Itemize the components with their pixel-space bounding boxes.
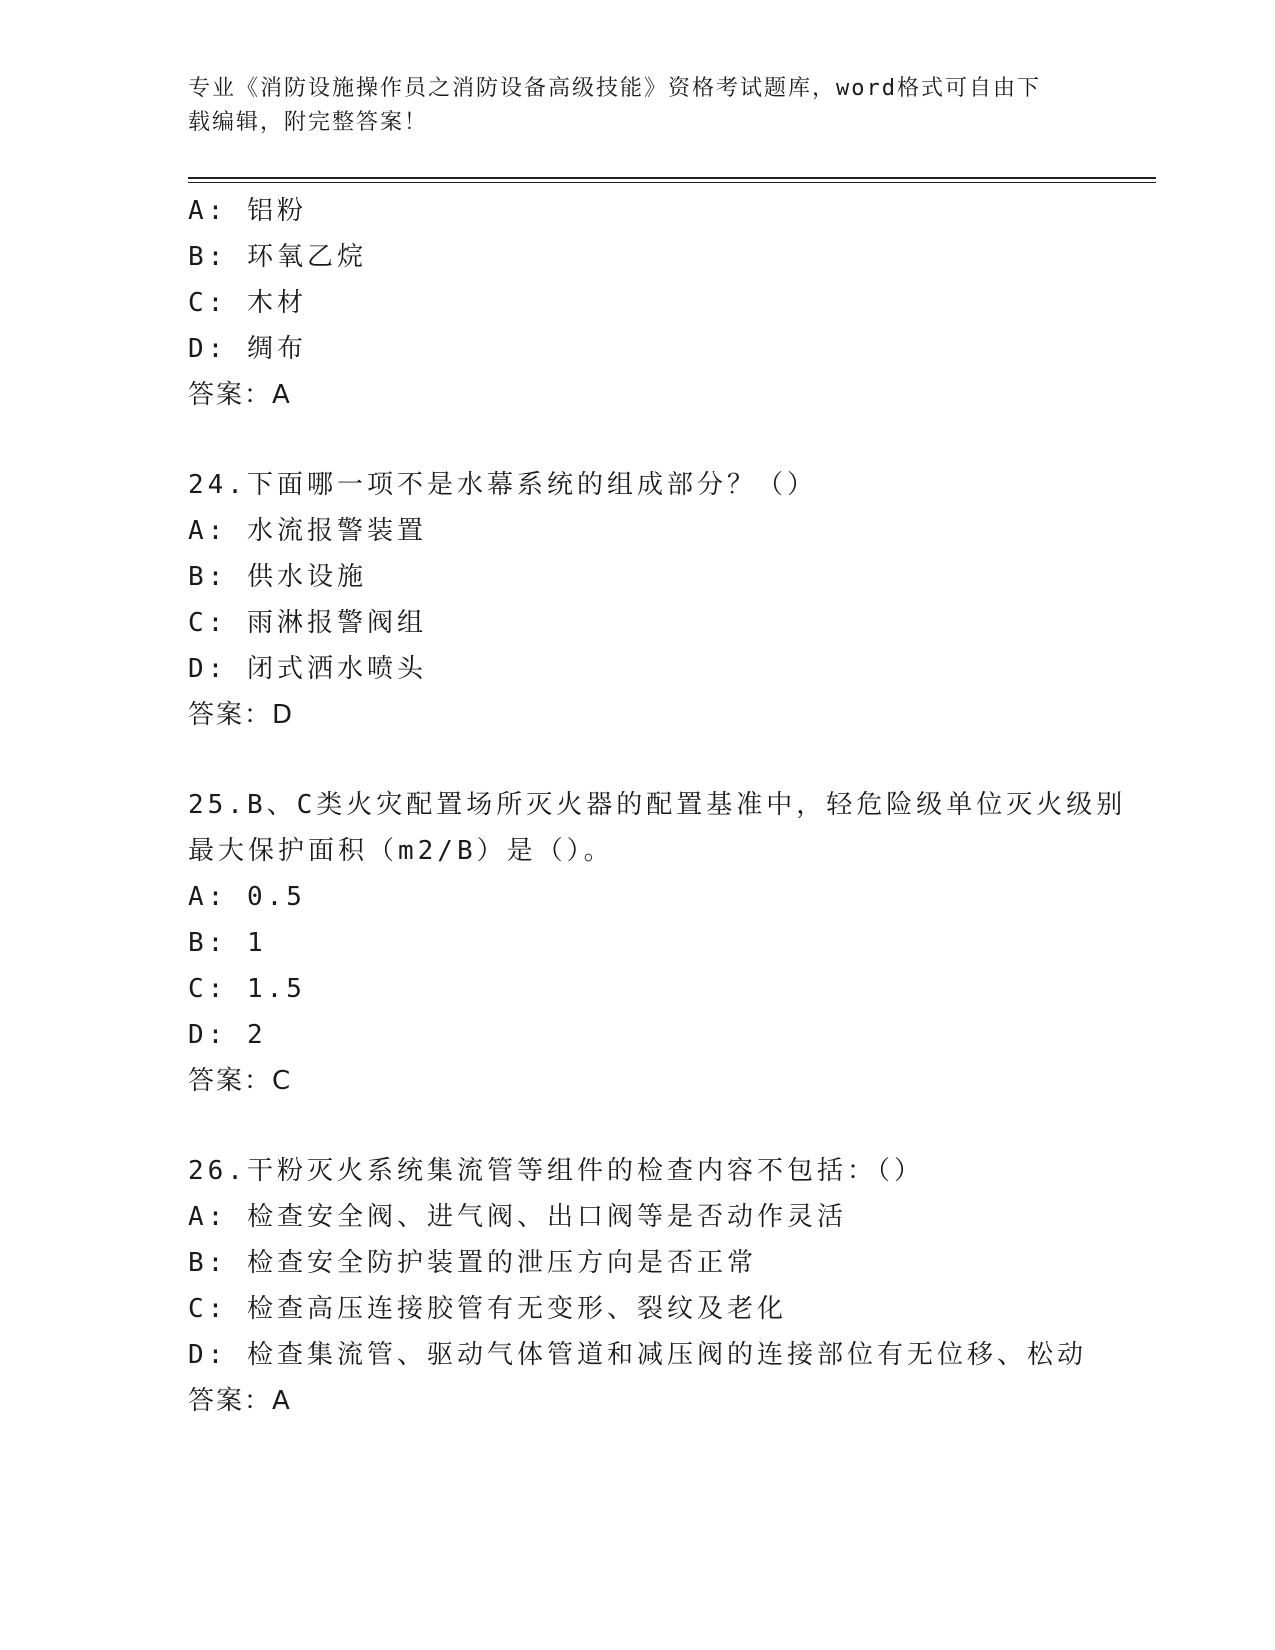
option-d: D: 2 bbox=[188, 1020, 267, 1050]
spacer bbox=[188, 1104, 1148, 1148]
option-a: A: 铝粉 bbox=[188, 196, 307, 226]
option-c: C: 木材 bbox=[188, 288, 307, 318]
option-c: C: 雨淋报警阀组 bbox=[188, 608, 427, 638]
option-b: B: 环氧乙烷 bbox=[188, 242, 367, 272]
option-d: D: 闭式洒水喷头 bbox=[188, 654, 427, 684]
option-b: B: 供水设施 bbox=[188, 562, 367, 592]
page-header bbox=[188, 72, 1068, 140]
header-line-2: 载编辑，附完整答案！ bbox=[188, 110, 429, 135]
question-block-25 bbox=[188, 782, 1148, 1104]
spacer bbox=[188, 418, 1148, 462]
question-stem-line-2: 最大保护面积（m2/B）是（）。 bbox=[188, 836, 614, 866]
header-divider-thin bbox=[188, 182, 1156, 183]
option-d: D: 检查集流管、驱动气体管道和减压阀的连接部位有无位移、松动 bbox=[188, 1340, 1087, 1370]
question-stem: 24.下面哪一项不是水幕系统的组成部分？（） bbox=[188, 470, 817, 500]
option-c: C: 1.5 bbox=[188, 974, 306, 1004]
answer-line: 答案：A bbox=[188, 1386, 292, 1416]
question-block-prev bbox=[188, 188, 1148, 418]
answer-line: 答案：C bbox=[188, 1066, 293, 1096]
spacer bbox=[188, 738, 1148, 782]
header-divider bbox=[188, 177, 1156, 179]
question-stem-line-1: 25.B、C类火灾配置场所灭火器的配置基准中，轻危险级单位灭火级别 bbox=[188, 790, 1127, 820]
option-a: A: 水流报警装置 bbox=[188, 516, 427, 546]
option-c: C: 检查高压连接胶管有无变形、裂纹及老化 bbox=[188, 1294, 787, 1324]
question-list bbox=[188, 188, 1148, 1424]
option-b: B: 1 bbox=[188, 928, 267, 958]
option-a: A: 检查安全阀、进气阀、出口阀等是否动作灵活 bbox=[188, 1202, 847, 1232]
option-d: D: 绸布 bbox=[188, 334, 307, 364]
option-a: A: 0.5 bbox=[188, 882, 306, 912]
question-block-26 bbox=[188, 1148, 1148, 1424]
answer-line: 答案：D bbox=[188, 700, 295, 730]
header-line-1: 专业《消防设施操作员之消防设备高级技能》资格考试题库，word格式可自由下 bbox=[188, 76, 1041, 101]
question-stem: 26.干粉灭火系统集流管等组件的检查内容不包括：（） bbox=[188, 1156, 924, 1186]
question-block-24 bbox=[188, 462, 1148, 738]
answer-line: 答案：A bbox=[188, 380, 292, 410]
option-b: B: 检查安全防护装置的泄压方向是否正常 bbox=[188, 1248, 757, 1278]
